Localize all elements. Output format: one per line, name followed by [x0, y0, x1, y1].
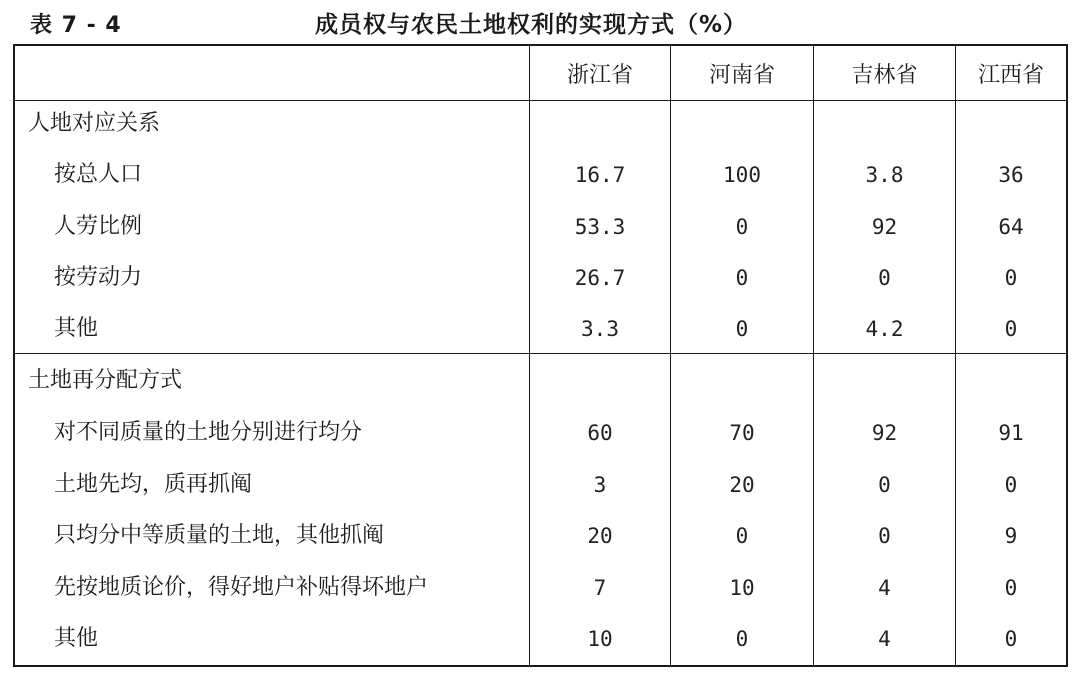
row-label: 按总人口	[54, 162, 143, 187]
cell-value: 3.8	[865, 163, 904, 187]
cell-value: 10	[729, 576, 755, 600]
cell-value: 0	[735, 215, 749, 239]
row-label: 只均分中等质量的土地，其他抓阄	[54, 523, 385, 548]
section-divider	[13, 353, 1068, 354]
cell-value: 7	[593, 576, 607, 600]
section-heading: 土地再分配方式	[28, 368, 183, 393]
cell-value: 10	[587, 627, 613, 651]
column-header-zhejiang: 浙江省	[566, 63, 633, 88]
cell-value: 0	[1004, 266, 1018, 290]
table-row	[14, 207, 1066, 247]
cell-value: 0	[878, 524, 891, 548]
cell-value: 36	[998, 163, 1024, 187]
cell-value: 0	[735, 266, 749, 290]
section-heading-row	[14, 104, 1066, 144]
cell-value: 70	[729, 421, 755, 445]
cell-value: 16.7	[574, 163, 626, 187]
cell-value: 0	[1004, 317, 1018, 341]
row-label: 按劳动力	[54, 265, 143, 290]
row-label: 土地先均，质再抓阄	[54, 472, 253, 497]
cell-value: 0	[1004, 576, 1018, 600]
cell-value: 0	[735, 317, 749, 341]
cell-value: 0	[735, 524, 749, 548]
table-bottom-rule	[13, 665, 1068, 667]
column-header-henan: 河南省	[708, 63, 775, 88]
cell-value: 60	[587, 421, 613, 445]
table-row	[14, 568, 1066, 608]
cell-value: 0	[878, 473, 891, 497]
cell-value: 0	[735, 627, 749, 651]
cell-value: 92	[871, 421, 898, 445]
cell-value: 92	[871, 215, 898, 239]
table-row	[14, 413, 1066, 453]
table-row	[14, 619, 1066, 659]
cell-value: 4	[878, 627, 891, 651]
table-number: 表 7 - 4	[30, 13, 122, 38]
table-row	[14, 516, 1066, 556]
table-row	[14, 155, 1066, 195]
section-heading-row	[14, 361, 1066, 401]
cell-value: 100	[723, 163, 761, 187]
table-row	[14, 258, 1066, 298]
column-header-jiangxi: 江西省	[977, 63, 1044, 88]
section-heading: 人地对应关系	[28, 111, 161, 136]
row-label: 其他	[54, 626, 99, 651]
cell-value: 0	[878, 266, 891, 290]
table-right-border	[1066, 45, 1068, 665]
table-row	[14, 309, 1066, 349]
row-label: 先按地质论价，得好地户补贴得坏地户	[54, 575, 429, 600]
cell-value: 3.3	[581, 317, 619, 341]
table-top-rule	[13, 44, 1068, 46]
header-divider	[13, 100, 1068, 101]
cell-value: 53.3	[574, 215, 626, 239]
cell-value: 4.2	[865, 317, 904, 341]
row-label: 其他	[54, 316, 99, 341]
table-row	[14, 465, 1066, 505]
cell-value: 64	[998, 215, 1024, 239]
table-title: 成员权与农民土地权利的实现方式（%）	[315, 12, 748, 38]
cell-value: 4	[878, 576, 891, 600]
cell-value: 0	[1004, 473, 1018, 497]
cell-value: 3	[593, 473, 607, 497]
cell-value: 0	[1004, 627, 1018, 651]
column-header-jilin: 吉林省	[851, 63, 918, 88]
cell-value: 91	[998, 421, 1024, 445]
cell-value: 20	[587, 524, 613, 548]
row-label: 人劳比例	[54, 214, 143, 239]
row-label: 对不同质量的土地分别进行均分	[54, 420, 363, 445]
cell-value: 20	[729, 473, 755, 497]
cell-value: 26.7	[574, 266, 626, 290]
table-caption	[0, 0, 1080, 44]
cell-value: 9	[1004, 524, 1018, 548]
